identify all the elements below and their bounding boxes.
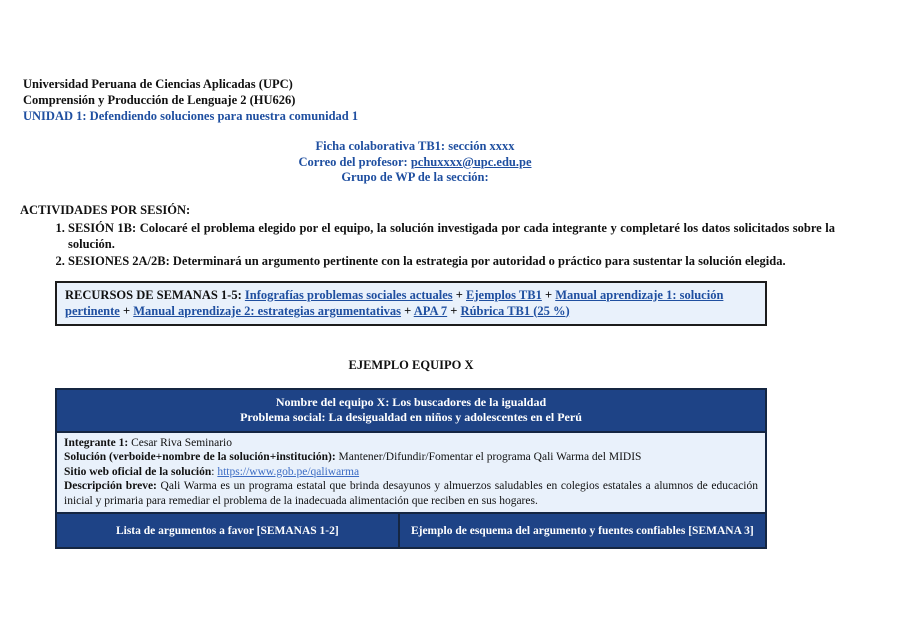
website-line	[64, 465, 758, 480]
activities-heading: ACTIVIDADES POR SESIÓN:	[20, 202, 191, 217]
activities-section	[20, 202, 835, 269]
university-name: Universidad Peruana de Ciencias Aplicadas (UPC)	[23, 77, 293, 91]
professor-email-line	[20, 155, 810, 171]
description-label: Descripción breve:	[64, 480, 157, 493]
ejemplo-title: EJEMPLO EQUIPO X	[348, 357, 474, 372]
website-link[interactable]: https://www.gob.pe/qaliwarma	[217, 465, 360, 478]
team-table	[55, 388, 767, 550]
activity-item-2: 2. SESIONES 2A/2B: Determinará un argumento pertinente con la estrategia por autoridad o práctico para sustentar la solución elegida.	[68, 253, 835, 269]
ficha-block	[20, 139, 810, 186]
resource-link-rubrica-tb1[interactable]: Rúbrica TB1 (25 %)	[460, 303, 570, 318]
member-name-label: Integrante 1:	[64, 436, 129, 449]
solution-line	[64, 450, 758, 465]
activities-list	[20, 220, 835, 269]
resource-link-ejemplos-tb1[interactable]: Ejemplos TB1	[466, 287, 542, 302]
resource-link-apa-7[interactable]: APA 7	[413, 303, 448, 318]
activity-item-1: 1. SESIÓN 1B: Colocaré el problema elegido por el equipo, la solución investigada por cada integrante y completaré los datos solicitados sobre la solución.	[68, 220, 835, 252]
scheme-column-header: Ejemplo de esquema del argumento y fuentes confiables [SEMANA 3]	[400, 514, 765, 547]
resources-separator: +	[452, 287, 467, 302]
team-table-header	[57, 390, 765, 431]
email-label: Correo del profesor:	[298, 154, 411, 169]
arguments-column-header: Lista de argumentos a favor [SEMANAS 1-2]	[57, 514, 400, 547]
solution-label: Solución (verboide+nombre de la solución+institución):	[64, 451, 336, 464]
table-columns-row	[57, 512, 765, 547]
unit-title: UNIDAD 1: Defendiendo soluciones para nuestra comunidad 1	[23, 109, 359, 123]
resource-link-manual-2[interactable]: Manual aprendizaje 2: estrategias argumentativas	[133, 303, 402, 318]
member-info-cell	[57, 431, 765, 513]
resource-link-manual-1[interactable]: Manual aprendizaje 1: solución pertinente	[65, 287, 724, 318]
wp-group-line: Grupo de WP de la sección:	[341, 170, 489, 184]
email-link[interactable]: pchuxxxx@upc.edu.pe	[410, 154, 532, 169]
resources-separator: +	[447, 303, 461, 318]
website-colon: :	[211, 465, 218, 478]
resources-separator: +	[401, 303, 414, 318]
course-name: Comprensión y Producción de Lenguaje 2 (HU626)	[23, 93, 296, 107]
resources-label: RECURSOS DE SEMANAS 1-5:	[65, 287, 245, 302]
social-problem-line: Problema social: La desigualdad en niños y adolescentes en el Perú	[240, 409, 582, 424]
resource-link-infografias[interactable]: Infografías problemas sociales actuales	[244, 287, 453, 302]
solution-value: Mantener/Difundir/Fomentar el programa Qali Warma del MIDIS	[335, 451, 642, 464]
website-label: Sitio web oficial de la solución	[64, 465, 212, 478]
document-header	[20, 76, 905, 124]
resources-separator: +	[119, 303, 134, 318]
ficha-title: Ficha colaborativa TB1: sección xxxx	[315, 139, 515, 153]
description-value: Qali Warma es un programa estatal que brinda desayunos y almuerzos saludables en colegios estatales a alumnos de educación inicial y primaria para remediar el problema de la inadecuada alimentación que reciben en sus hogares.	[64, 480, 758, 507]
resources-box	[55, 281, 767, 326]
team-name-line: Nombre del equipo X: Los buscadores de la igualdad	[275, 394, 547, 409]
resources-separator: +	[541, 287, 556, 302]
member-name-line	[64, 436, 758, 451]
description-line	[64, 479, 758, 508]
member-name-value: Cesar Riva Seminario	[128, 436, 233, 449]
